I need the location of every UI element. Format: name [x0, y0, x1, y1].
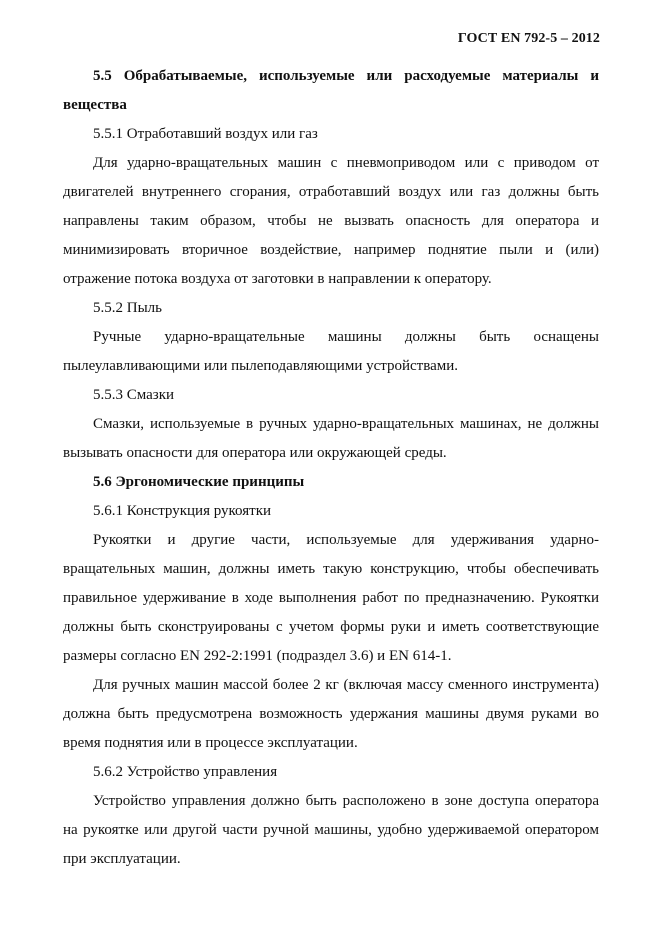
paragraph-two-hands: Для ручных машин массой более 2 кг (включая массу сменного инструмента) должна быть предусмотрена возможность удержания машины двумя руками во время поднятия или в процессе эксплуатации. [63, 677, 599, 751]
section-heading-5-6: 5.6 Эргономические принципы [93, 474, 305, 490]
section-heading-5-5: 5.5 Обрабатываемые, используемые или расходуемые материалы и вещества [63, 68, 599, 113]
paragraph-exhaust-air: Для ударно-вращательных машин с пневмоприводом или с приводом от двигателей внутреннего сгорания, отработавший воздух или газ должны быть направлены таким образом, чтобы не вызвать опасность для оператора и минимизировать вторичное воздействие, например поднятие пыли и (или) отражение потока воздуха от заготовки в направлении к оператору. [63, 155, 599, 287]
paragraph-lubricants: Смазки, используемые в ручных ударно-вращательных машинах, не должны вызывать опасности для оператора или окружающей среды. [63, 416, 599, 461]
paragraph-control-device: Устройство управления должно быть расположено в зоне доступа оператора на рукоятке или другой части ручной машины, удобно удерживаемой оператором при эксплуатации. [63, 793, 599, 867]
paragraph-handle-design: Рукоятки и другие части, используемые для удерживания ударно-вращательных машин, должны иметь такую конструкцию, чтобы обеспечивать правильное удерживание в ходе выполнения работ по предназначению. Рукоятки должны быть сконструированы с учетом формы руки и иметь соответствующие размеры согласно EN 292-2:1991 (подраздел 3.6) и EN 614-1. [63, 532, 599, 664]
paragraph-dust: Ручные ударно-вращательные машины должны быть оснащены пылеулавливающими или пылеподавляющими устройствами. [63, 329, 599, 374]
subsection-heading-5-5-3: 5.5.3 Смазки [93, 387, 175, 403]
subsection-heading-5-5-2: 5.5.2 Пыль [93, 300, 162, 316]
subsection-heading-5-6-1: 5.6.1 Конструкция рукоятки [93, 503, 272, 519]
document-code-header: ГОСТ EN 792-5 – 2012 [457, 31, 600, 46]
document-body [63, 62, 599, 874]
subsection-heading-5-6-2: 5.6.2 Устройство управления [93, 764, 278, 780]
subsection-heading-5-5-1: 5.5.1 Отработавший воздух или газ [93, 126, 318, 142]
